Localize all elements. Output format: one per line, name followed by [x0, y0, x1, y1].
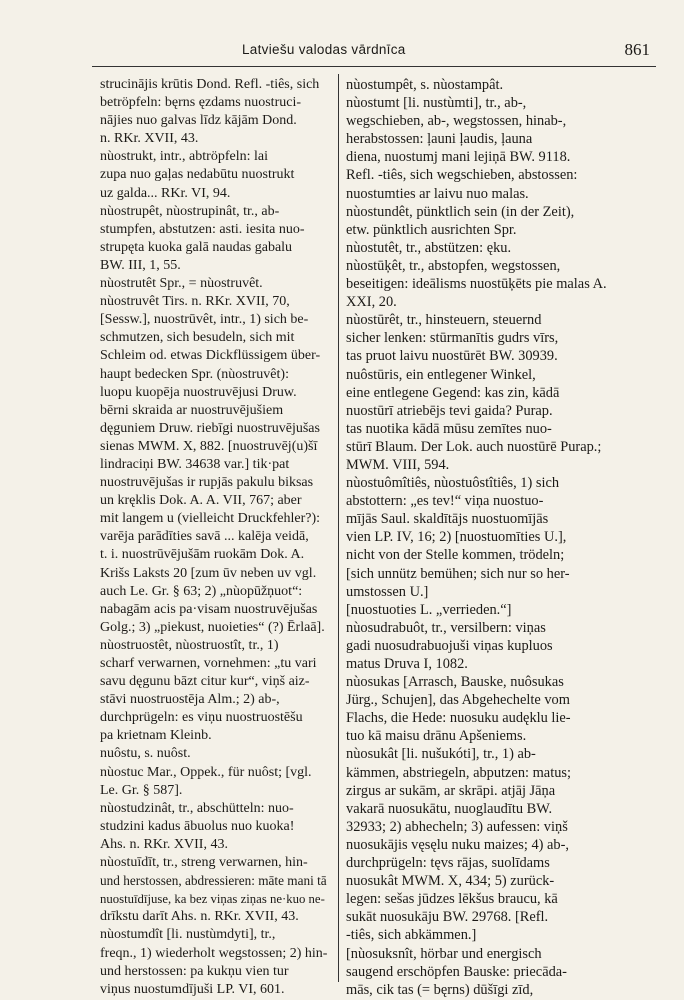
text-line: scharf verwarnen, vornehmen: „tu vari [100, 656, 317, 671]
text-line: haupt bedecken Spr. (nùostruvêt): [100, 366, 289, 382]
text-line: t. i. nuostrūvējušām ruokām Dok. A. [100, 547, 305, 563]
text-line: pa krietnam Kleinb. [100, 728, 212, 744]
text-line: nuostruvējušas ir rupjās pakulu biksas [100, 475, 314, 491]
text-line: tuo kā maisu drānu Apšeniems. [346, 728, 527, 745]
column-divider [338, 74, 339, 982]
text-line: mit langem u (vielleicht Druckfehler?): [100, 511, 321, 527]
text-line: nuostūrī atriebējs tevi gaida? Purap. [346, 402, 553, 419]
header-rule [92, 66, 656, 67]
text-line: sienas MWM. X, 882. [nuostruvēj(u)šī [100, 438, 318, 454]
text-line: sicher lenken: stūrmanītis gudrs vīrs, [346, 330, 559, 347]
text-line: nùostumdît [li. nustùmdyti], tr., [100, 927, 276, 943]
text-line: vakarā nuosukātu, nuoglaudītu BW. [346, 800, 553, 817]
text-line: nùostuīdīt, tr., streng verwarnen, hin- [100, 855, 308, 871]
text-line: nùostundêt, pünktlich sein (in der Zeit), [346, 203, 575, 220]
text-line: beseitigen: ideālisms nuostūķēts pie malas A. [346, 276, 607, 293]
text-line: uz galda... RKr. VI, 94. [100, 185, 231, 201]
text-line: zupa nuo gaļas nedabūtu nuostrukt [100, 167, 295, 183]
text-line: diena, nuostumj mani lejiņā BW. 9118. [346, 149, 571, 166]
text-line: nùostudzinât, tr., abschütteln: nuo- [100, 800, 294, 816]
text-line: auch Le. Gr. § 63; 2) „nùopūžņuot“: [100, 583, 303, 599]
text-line: Ahs. n. RKr. XVII, 43. [100, 836, 228, 852]
text-line: betröpfeln: bęrns ęzdams nuostruci- [100, 95, 301, 111]
text-line: tas pruot laivu nuostūrēt BW. 30939. [346, 348, 558, 365]
text-line: zirgus ar sukām, ar skrāpi. atjāj Jāņa [346, 782, 556, 799]
text-line: -tiês, sich abkämmen.] [346, 927, 477, 944]
text-line: BW. III, 1, 55. [100, 257, 181, 273]
text-line: [sich unnütz bemühen; sich nur so her- [346, 565, 570, 582]
text-line: luopu kuopēja nuostruvējusi Druw. [100, 384, 297, 400]
text-line: MWM. VIII, 594. [346, 456, 450, 473]
text-line: und herstossen, abdressieren: māte mani tā [100, 873, 327, 889]
text-line: mījās Saul. skaldītājs nuostuomījās [346, 511, 549, 528]
text-line: n. RKr. XVII, 43. [100, 131, 199, 147]
text-line: nuosukājis vęsęlu nuku maizes; 4) ab-, [346, 836, 570, 853]
text-line: 32933; 2) abhecheln; 3) aufessen: viņš [346, 818, 568, 835]
page-header [92, 40, 656, 64]
text-line: durchprügeln: tęvs rājas, suolīdams [346, 855, 550, 872]
text-line: nùostruostêt, nùostruostît, tr., 1) [100, 637, 279, 653]
text-line: mās, cik tas (= bęrns) dūšīgi zīd, [346, 981, 534, 998]
text-line: Krišs Laksts 20 [zum ūv neben uv vgl. [100, 565, 317, 581]
text-line: studzini kadus ābuolus nuo kuoka! [100, 818, 295, 834]
text-line: stumpfen, abstutzen: asti. iesita nuo- [100, 221, 305, 237]
text-line: nicht von der Stelle kommen, trödeln; [346, 547, 565, 564]
text-line: [nùosuksnît, hörbar und energisch [346, 945, 542, 962]
text-line: nùostrukt, intr., abtröpfeln: lai [100, 149, 268, 165]
text-line: nùostumpêt, s. nùostampât. [346, 77, 504, 93]
text-line: strupęta kuoka galā naudas gabalu [100, 239, 293, 255]
text-line: nuostumties ar laivu nuo malas. [346, 185, 529, 202]
text-line: [Sessw.], nuostrūvêt, intr., 1) sich be- [100, 312, 309, 328]
text-line: Schleim od. etwas Dickflüssigem über- [100, 348, 321, 364]
text-line: nabagām acis pa·visam nuostruvējušas [100, 601, 318, 617]
text-line: nùostumt [li. nustùmti], tr., ab-, [346, 95, 527, 112]
text-line: [nuostuoties L. „verrieden.“] [346, 601, 512, 618]
left-column [100, 76, 328, 999]
text-line: nùostūķêt, tr., abstopfen, wegstossen, [346, 257, 561, 274]
text-line: stūrī Blaum. Der Lok. auch nuostūrē Purap.; [346, 438, 602, 455]
text-line: dęguniem Druw. riebīgi nuostruvējušas [100, 420, 320, 436]
text-line: nuôstūris, ein entlegener Winkel, [346, 366, 536, 383]
text-line: vien LP. IV, 16; 2) [nuostuomīties U.], [346, 529, 567, 546]
text-line: nùostruvêt Tirs. n. RKr. XVII, 70, [100, 294, 290, 310]
text-line: abstottern: „es tev!“ viņa nuostuo- [346, 493, 544, 510]
text-line: Le. Gr. § 587]. [100, 782, 183, 798]
text-line: un kręklis Dok. A. A. VII, 767; aber [100, 493, 302, 509]
text-line: Golg.; 3) „piekust, nuoieties“ (?) Ērlaā]. [100, 619, 325, 635]
text-line: viņus nuostumdījuši LP. VI, 601. [100, 981, 285, 997]
text-line: nùostrutêt Spr., = nùostruvêt. [100, 276, 263, 292]
text-line: matus Druva I, 1082. [346, 656, 468, 672]
text-line: gadi nuosudrabuojuši viņas kupluos [346, 637, 553, 654]
text-line: nùostūrêt, tr., hinsteuern, steuernd [346, 312, 542, 329]
text-line: herabstossen: ļauni ļaudis, ļauna [346, 131, 533, 148]
text-line: freqn., 1) wiederholt wegstossen; 2) hin- [100, 945, 328, 961]
text-line: wegschieben, ab-, wegstossen, hinab-, [346, 113, 567, 130]
text-line: nùostuômîtiês, nùostuôstîtiês, 1) sich [346, 475, 560, 492]
text-line: XXI, 20. [346, 294, 397, 311]
text-line: eine entlegene Gegend: kas zin, kādā [346, 384, 560, 401]
text-line: sukāt nuosukāju BW. 29768. [Refl. [346, 909, 549, 926]
right-column [346, 76, 658, 999]
text-line: savu dęgunu bāzt citur kur“, viņš aiz- [100, 674, 310, 690]
text-line: tas nuotika kādā mūsu zemītes nuo- [346, 420, 552, 437]
text-line: nùosukas [Arrasch, Bauske, nuôsukas [346, 674, 564, 691]
text-line: nùostrupêt, nùostrupinât, tr., ab- [100, 203, 280, 219]
text-line: nājies nuo galvas līdz kājām Dond. [100, 113, 297, 129]
text-line: legen: sešas jūdzes lēkšus braucu, kā [346, 891, 558, 908]
text-line: drīkstu darīt Ahs. n. RKr. XVII, 43. [100, 909, 299, 925]
text-line: etw. pünktlich ausrichten Spr. [346, 221, 517, 238]
text-line: nùosukât [li. nušukóti], tr., 1) ab- [346, 746, 536, 763]
text-line: nuosukât MWM. X, 434; 5) zurück- [346, 873, 555, 890]
text-line: Flachs, die Hede: nuosuku audęklu lie- [346, 710, 571, 727]
text-line: Jürg., Schujen], das Abgehechelte vom [346, 692, 570, 709]
text-line: saugend erschöpfen Bauske: priecāda- [346, 963, 567, 980]
page-number: 861 [624, 40, 650, 59]
text-line: lindraciņi BW. 34638 var.] tik·pat [100, 456, 290, 472]
text-line: kämmen, abstriegeln, abputzen: matus; [346, 764, 571, 781]
text-line: und herstossen: pa kukņu vien tur [100, 963, 289, 979]
running-title: Latviešu valodas vārdnīca [242, 42, 406, 57]
text-line: varēja parādīties savā ... kalēja veidā, [100, 529, 309, 545]
text-line: umstossen U.] [346, 583, 429, 600]
text-line: stāvi nuostruostēja Alm.; 2) ab-, [100, 692, 280, 708]
text-line: nùostuc Mar., Oppek., für nuôst; [vgl. [100, 764, 312, 780]
text-line: nùosudrabuôt, tr., versilbern: viņas [346, 619, 546, 636]
text-line: nuôstu, s. nuôst. [100, 746, 191, 762]
text-line: nuostuīdījuse, ka bez viņas ziņas ne·kuo ne- [100, 892, 325, 907]
text-line: schmutzen, sich besudeln, sich mit [100, 330, 295, 346]
text-line: bērni skraida ar nuostruvējušiem [100, 402, 284, 418]
text-line: Refl. -tiês, sich wegschieben, abstossen: [346, 167, 578, 184]
text-line: strucinājis krūtis Dond. Refl. -tiês, sich [100, 77, 320, 92]
text-line: nùostutêt, tr., abstützen: ęku. [346, 239, 512, 256]
text-line: durchprügeln: es viņu nuostruostēšu [100, 710, 303, 726]
